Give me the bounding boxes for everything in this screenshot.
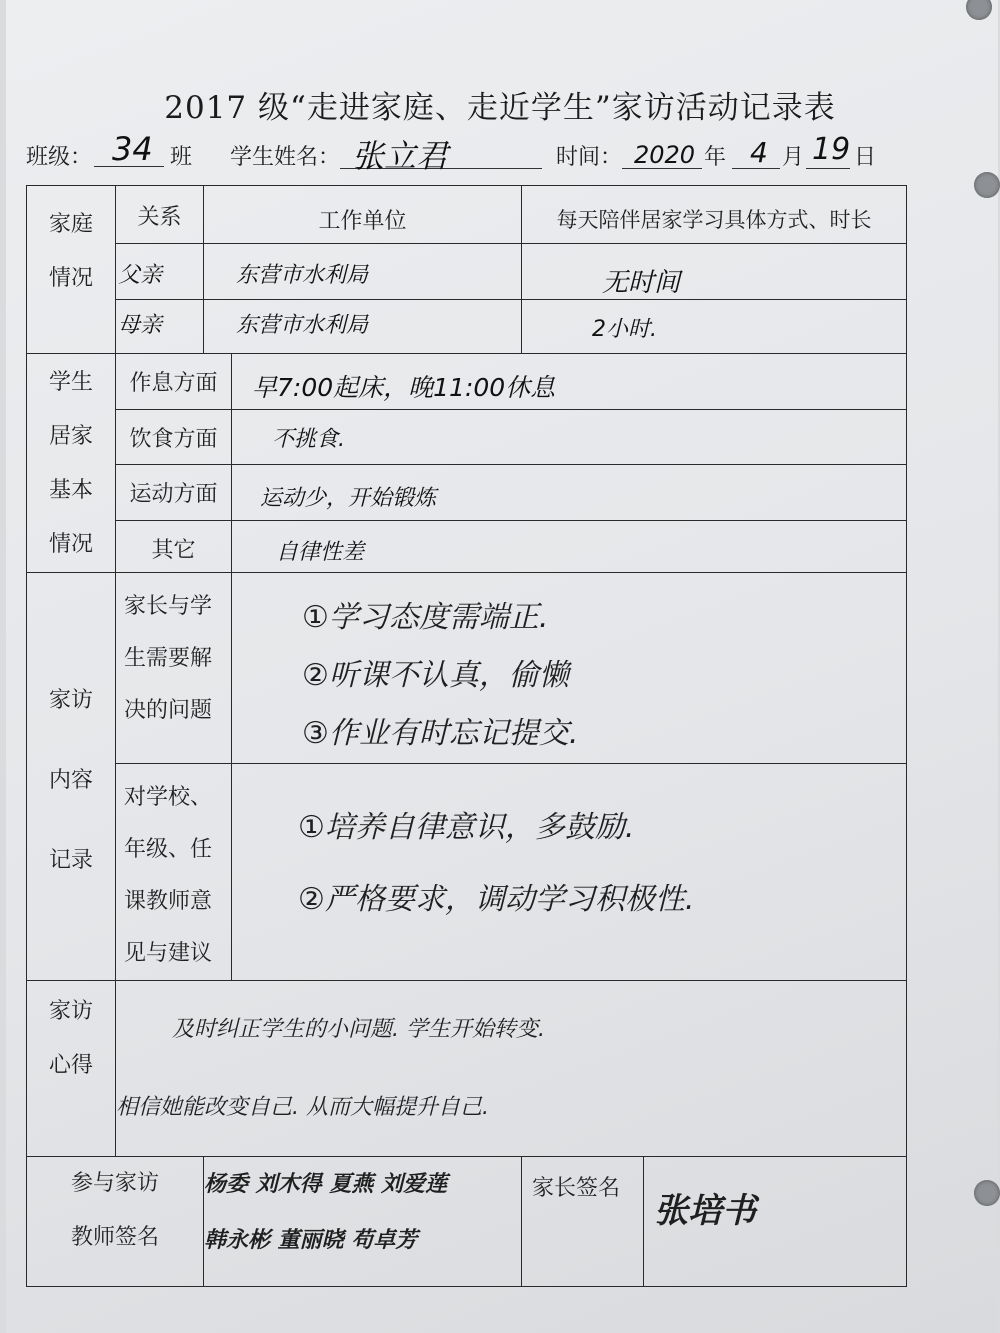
advice-label-line: 年级、任 [124,837,213,862]
visit-section-label [27,573,116,981]
visit-label-line-1: 家访 [48,688,93,713]
student-row [27,354,907,410]
reflection-line: 及时纠正学生的小问题. 学生开始转变. [172,1017,545,1042]
advice-item: ②严格要求，调动学习积极性. [298,882,695,917]
reflection-label-line-2: 心得 [48,1053,93,1078]
teacher-signature-label [27,1157,204,1287]
student-row-label [116,354,232,410]
parent-signature-cell [522,1157,907,1287]
student-row-value: 运动少，开始锻炼 [232,465,907,521]
parent-signature: 张培书 [654,1191,757,1231]
student-name-value: 张立君 [352,137,449,175]
relation-cell: 母亲 [116,300,204,354]
student-row-label-text: 作息方面 [129,371,218,396]
visit-label-line-2: 内容 [48,768,93,793]
student-row-value: 自律性差 [232,520,907,573]
family-label-line-2: 情况 [48,266,93,291]
student-row [27,520,907,573]
teacher-signature-line: 韩永彬 董丽晓 苟卓芳 [204,1228,418,1253]
accompany-cell: 2小时. [522,300,907,354]
reflection-label-line-1: 家访 [48,999,93,1024]
reflection-content [116,981,907,1157]
advice-row [27,764,907,981]
family-label-line-1: 家庭 [48,212,93,237]
student-label-line-2: 居家 [48,424,93,449]
reflection-label [27,981,116,1157]
problems-content [232,573,907,764]
work-header-text: 工作单位 [318,209,407,234]
problems-row [27,573,907,764]
student-row-label-text: 其它 [151,537,196,563]
advice-label [116,764,232,981]
class-value: 34 [112,130,153,168]
teacher-signature-label-line: 参与家访 [70,1171,159,1196]
family-row [27,300,907,354]
work-cell: 东营市水利局 [204,244,522,300]
advice-label-line: 对学校、 [124,785,213,810]
year-value: 2020 [634,141,696,169]
teacher-signatures [204,1157,522,1287]
advice-item: ①培养自律意识，多鼓励. [298,810,635,845]
relation-header [116,186,204,244]
visit-record-table [26,185,907,1287]
student-label-line-3: 基本 [48,478,93,503]
student-row-label [116,465,232,521]
advice-content [232,764,907,981]
problem-item: ①学习态度需端正. [302,600,549,635]
accompany-header [522,186,907,244]
problems-label-line: 家长与学 [124,594,213,619]
student-section-label [27,354,116,573]
student-row-value: 早7:00起床，晚11:00休息 [232,354,907,410]
day-value: 19 [812,132,851,167]
relation-cell: 父亲 [116,244,204,300]
visit-label-line-3: 记录 [48,848,93,873]
problems-label [116,573,232,764]
accompany-cell: 无时间 [522,244,907,300]
student-row-label-text: 运动方面 [129,482,218,507]
accompany-header-text: 每天陪伴居家学习具体方式、时长 [556,208,872,232]
relation-header-text: 关系 [137,205,182,230]
month-value: 4 [750,136,768,169]
advice-label-line: 课教师意 [124,889,213,914]
year-suffix: 年 [704,145,727,170]
month-suffix: 月 [782,145,805,170]
problems-label-line: 生需要解 [124,646,213,671]
student-name-label: 学生姓名： [230,145,341,170]
reflection-line: 相信她能改变自己. 从而大幅提升自己. [116,1095,489,1120]
form-title: 2017 级“走进家庭、走近学生”家访活动记录表 [164,90,836,126]
student-label-line-4: 情况 [48,532,93,557]
family-row [27,244,907,300]
parent-signature-label: 家长签名 [522,1157,644,1286]
student-row-label-text: 饮食方面 [129,426,218,452]
day-suffix: 日 [854,145,877,170]
student-row [27,409,907,465]
reflection-row [27,981,907,1157]
class-suffix: 班 [170,145,193,170]
day-fill-line [806,168,850,169]
work-header [204,186,522,244]
binder-hole-middle [974,172,1000,198]
binder-hole-top [966,0,992,20]
problem-item: ③作业有时忘记提交. [302,716,579,751]
problem-item: ②听课不认真，偷懒 [302,658,569,693]
family-section-label [27,186,116,354]
problems-label-line: 决的问题 [124,698,213,723]
student-row-label [116,409,232,465]
time-label: 时间： [556,145,623,170]
work-cell: 东营市水利局 [204,300,522,354]
teacher-signature-line: 杨委 刘木得 夏燕 刘爱莲 [204,1172,447,1197]
teacher-signature-label-line: 教师签名 [70,1225,159,1250]
student-label-line-1: 学生 [48,370,93,395]
signature-row [27,1157,907,1287]
binder-hole-lower [974,1180,1000,1206]
advice-label-line: 见与建议 [124,941,213,966]
student-row-label [116,520,232,573]
student-row [27,465,907,521]
student-row-value: 不挑食. [232,409,907,465]
class-label: 班级： [26,145,93,170]
